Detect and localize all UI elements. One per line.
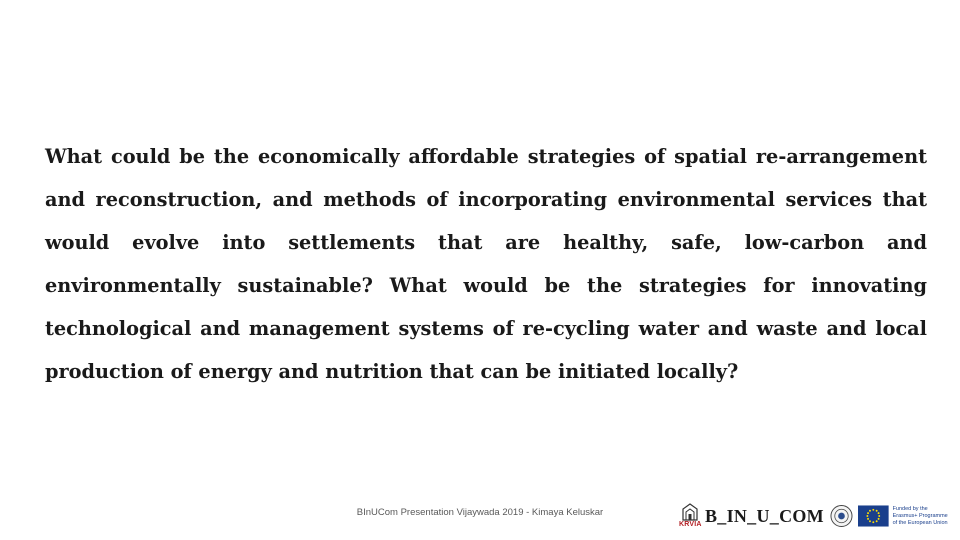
footer-text: BInUCom Presentation Vijaywada 2019 - Kimaya Keluskar: [356, 507, 604, 518]
body-paragraph: What could be the economically affordable strategies of spatial re-arrangement and reconstruction, and methods of incorporating environmental services that would evolve into settlements that are healthy, safe, low-carbon and environmentally sustainable? What would be the strategies for innovating technological and management systems of re-cycling water and waste and local production of energy and nutrition that can be initiated locally?: [45, 145, 927, 383]
eu-caption-line: Erasmus+ Programme: [892, 512, 948, 519]
binucom-logo: B_IN_U_COM: [704, 505, 824, 526]
krvia-label: KRVIA: [679, 521, 702, 528]
eu-flag-icon: [858, 505, 889, 527]
university-seal-icon: [830, 504, 853, 528]
krvia-emblem-icon: [682, 503, 698, 521]
eu-funding-caption: [893, 506, 950, 527]
eu-caption-line: Funded by the: [892, 505, 928, 512]
eu-caption-line: of the European Union: [892, 519, 948, 526]
partner-logos: [678, 500, 950, 532]
krvia-logo: [678, 501, 701, 531]
